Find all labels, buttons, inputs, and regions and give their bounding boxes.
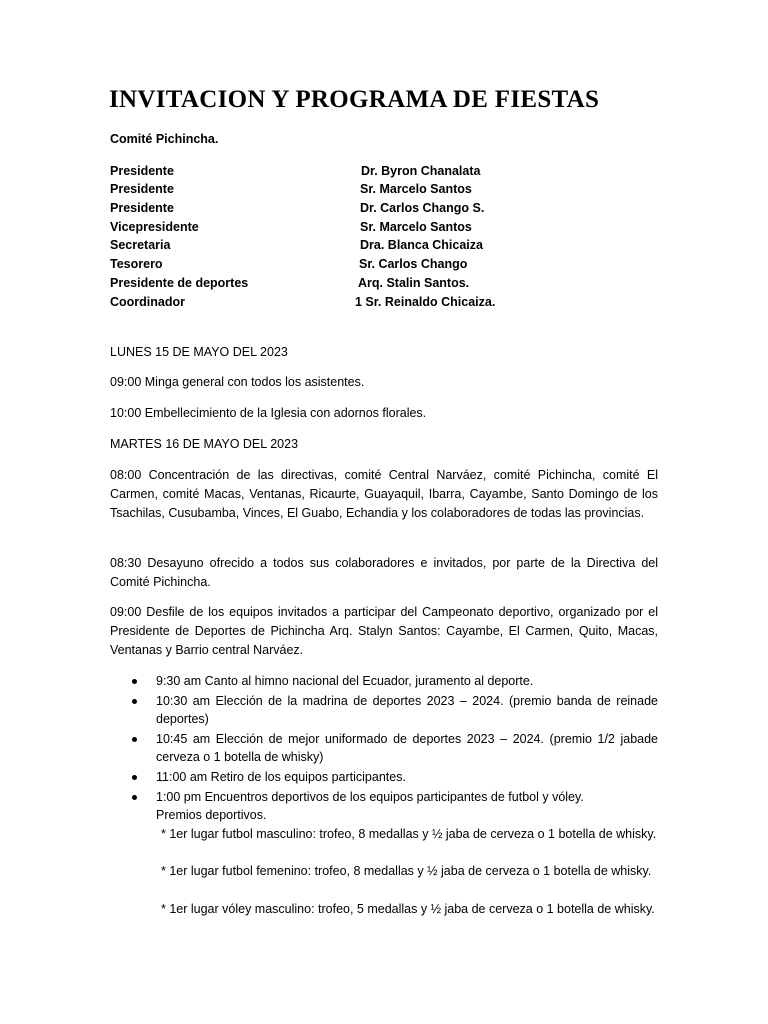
day1-heading: LUNES 15 DE MAYO DEL 2023 — [110, 345, 288, 359]
bullet-dot-icon — [132, 795, 137, 800]
prize-item: * 1er lugar futbol femenino: trofeo, 8 medallas y ½ jaba de cerveza o 1 botella de whisky. — [161, 864, 652, 878]
board-role: Tesorero — [110, 257, 163, 271]
board-role: Presidente — [110, 201, 174, 215]
board-role: Vicepresidente — [110, 220, 199, 234]
day1-event: 09:00 Minga general con todos los asistentes. — [110, 375, 365, 389]
board-person: Dra. Blanca Chicaiza — [360, 238, 483, 252]
day2-paragraph: 09:00 Desfile de los equipos invitados a participar del Campeonato deportivo, organizado por el Presidente de Deportes de Pichincha Arq. Stalyn Santos: Cayambe, El Carmen, Quito, Macas, Ventanas y Barrio central Narváez. — [110, 605, 658, 657]
schedule-item: 1:00 pm Encuentros deportivos de los equipos participantes de futbol y vóley. — [156, 790, 584, 804]
day1-event: 10:00 Embellecimiento de la Iglesia con adornos florales. — [110, 406, 427, 420]
board-role: Coordinador — [110, 295, 185, 309]
bullet-dot-icon — [132, 699, 137, 704]
schedule-item: 10:45 am Elección de mejor uniformado de deportes 2023 – 2024. (premio 1/2 jabade cerveza o 1 botella de whisky) — [156, 732, 658, 764]
day2-paragraph: 08:30 Desayuno ofrecido a todos sus colaboradores e invitados, por parte de la Directiva del Comité Pichincha. — [110, 556, 658, 589]
board-person: Sr. Marcelo Santos — [360, 220, 472, 234]
board-role: Presidente — [110, 182, 174, 196]
board-person: Dr. Byron Chanalata — [361, 164, 481, 178]
document-title: INVITACION Y PROGRAMA DE FIESTAS — [109, 86, 600, 113]
prize-item: * 1er lugar vóley masculino: trofeo, 5 medallas y ½ jaba de cerveza o 1 botella de whisky. — [161, 902, 655, 916]
schedule-item: 11:00 am Retiro de los equipos participantes. — [156, 770, 406, 784]
board-person: Arq. Stalin Santos. — [358, 276, 470, 290]
prize-item: * 1er lugar futbol masculino: trofeo, 8 medallas y ½ jaba de cerveza o 1 botella de whisky. — [161, 827, 657, 841]
board-person: Sr. Carlos Chango — [359, 257, 468, 271]
schedule-item: 10:30 am Elección de la madrina de deportes 2023 – 2024. (premio banda de reinade deportes) — [156, 694, 658, 726]
board-role: Presidente de deportes — [110, 276, 249, 290]
bullet-dot-icon — [132, 737, 137, 742]
prizes-heading: Premios deportivos. — [156, 808, 267, 822]
committee-name: Comité Pichincha. — [110, 132, 219, 146]
day2-paragraph: 08:00 Concentración de las directivas, comité Central Narváez, comité Pichincha, comité El Carmen, comité Macas, Ventanas, Ricaurte, Guayaquil, Ibarra, Cayambe, Santo Domingo de los Tsachilas, Cusubamba, Vinces, El Guabo, Echandia y los colaboradores de todas las provincias. — [110, 468, 658, 520]
board-person: Dr. Carlos Chango S. — [360, 201, 485, 215]
board-role: Presidente — [110, 164, 174, 178]
board-person: Sr. Marcelo Santos — [360, 182, 472, 196]
board-role: Secretaria — [110, 238, 171, 252]
bullet-dot-icon — [132, 775, 137, 780]
bullet-dot-icon — [132, 679, 137, 684]
schedule-item: 9:30 am Canto al himno nacional del Ecuador, juramento al deporte. — [156, 674, 534, 688]
day2-heading: MARTES 16 DE MAYO DEL 2023 — [110, 437, 299, 451]
board-person: 1 Sr. Reinaldo Chicaiza. — [355, 295, 496, 309]
